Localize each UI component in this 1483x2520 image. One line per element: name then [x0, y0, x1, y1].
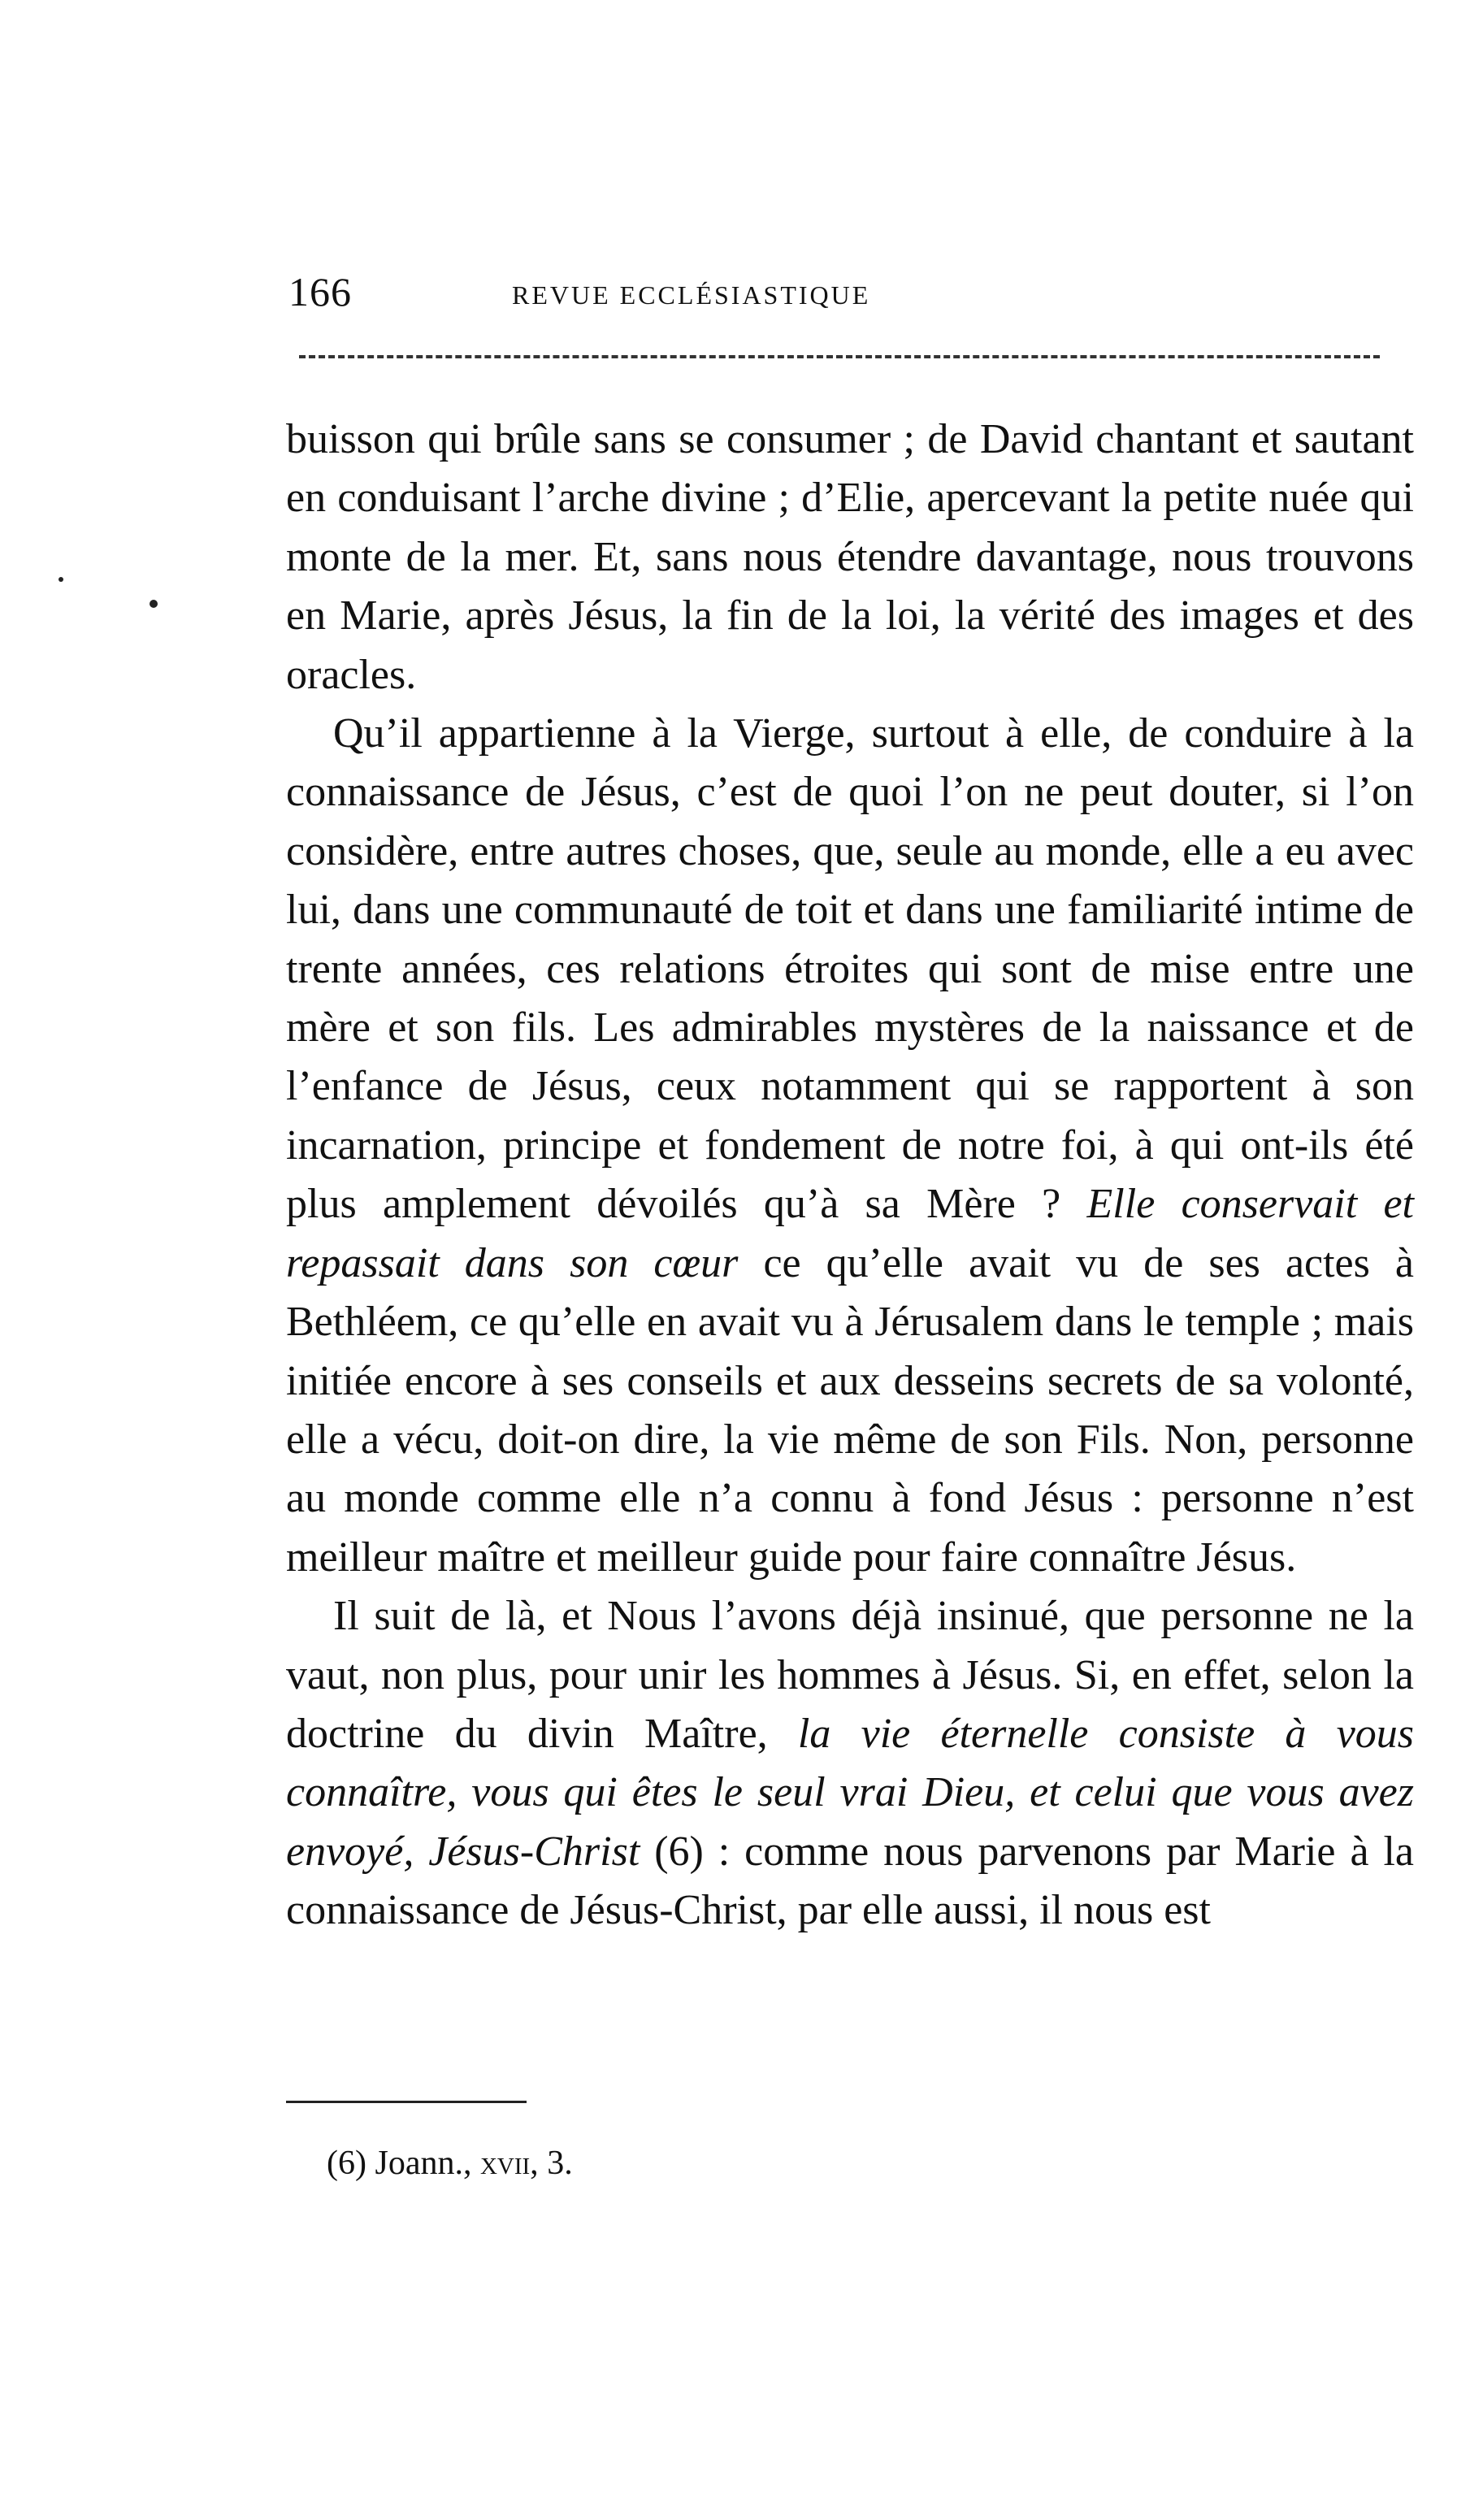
page-number: 166: [288, 269, 352, 314]
quotation-italic: Elle conservait et repassait dans son cœur: [286, 1181, 1414, 1286]
quotation-italic: la vie éternelle consiste à vous connaître, vous qui êtes le seul vrai Dieu, et celui que vous avez envoyé, Jésus-Christ: [286, 1710, 1415, 1875]
paragraph: [286, 705, 1414, 1587]
paragraph: buisson qui brûle sans se consumer ; de David chantant et sautant en conduisant l’arche divine ; d’Elie, apercevant la petite nuée qui monte de la mer. Et, sans nous étendre davantage, nous trouvons en Marie, après Jésus, la fin de la loi, la vérité des images et des oracles.: [286, 416, 1414, 698]
header-rule: [299, 355, 1380, 358]
footnote-marker: (6): [327, 2145, 366, 2182]
paragraph-text: Qu’il appartienne à la Vierge, surtout à elle, de conduire à la connaissance de Jésus, c’est de quoi l’on ne peut douter, si l’on considère, entre autres choses, que, seule au monde, elle a eu avec lui, dans une communauté de toit et dans une familiarité intime de trente années, ces relations étroites qui sont de mise entre une mère et son fils. Les admirables mystères de la naissance et de l’enfance de Jésus, ceux notamment qui se rapportent à son incarnation, principe et fondement de notre foi, à qui ont-ils été plus amplement dévoilés qu’à sa Mère ?: [286, 710, 1414, 1228]
footnote: [327, 2144, 573, 2183]
footnote-source: Joann.,: [375, 2145, 472, 2182]
paragraph-text: ce qu’elle avait vu de ses actes à Bethléem, ce qu’elle en avait vu à Jérusalem dans le temple ; mais initiée encore à ses conseils et aux desseins secrets de sa volonté, elle a vécu, doit-on dire, la vie même de son Fils. Non, personne au monde comme elle n’a connu à fond Jésus : personne n’est meilleur maître et meilleur guide pour faire connaître Jésus.: [286, 1239, 1414, 1581]
running-head: REVUE ECCLÉSIASTIQUE: [512, 280, 871, 310]
footnote-rule: [286, 2101, 527, 2103]
footnote-verse: 3.: [547, 2145, 573, 2182]
footnote-chapter: xvii,: [479, 2145, 539, 2182]
paragraph-text: Il suit de là, et Nous l’avons déjà insinué, que personne ne la vaut, non plus, pour unir les hommes à Jésus. Si, en effet, selon la doctrine du divin Maître,: [286, 1593, 1414, 1757]
stray-mark: [150, 600, 158, 608]
page-body: [286, 410, 1414, 1941]
paragraph: [286, 1587, 1414, 1940]
paragraph-text: (6) : comme nous parvenons par Marie à la connaissance de Jésus-Christ, par elle aussi, il nous est: [286, 1828, 1415, 1934]
stray-mark: [59, 577, 63, 582]
